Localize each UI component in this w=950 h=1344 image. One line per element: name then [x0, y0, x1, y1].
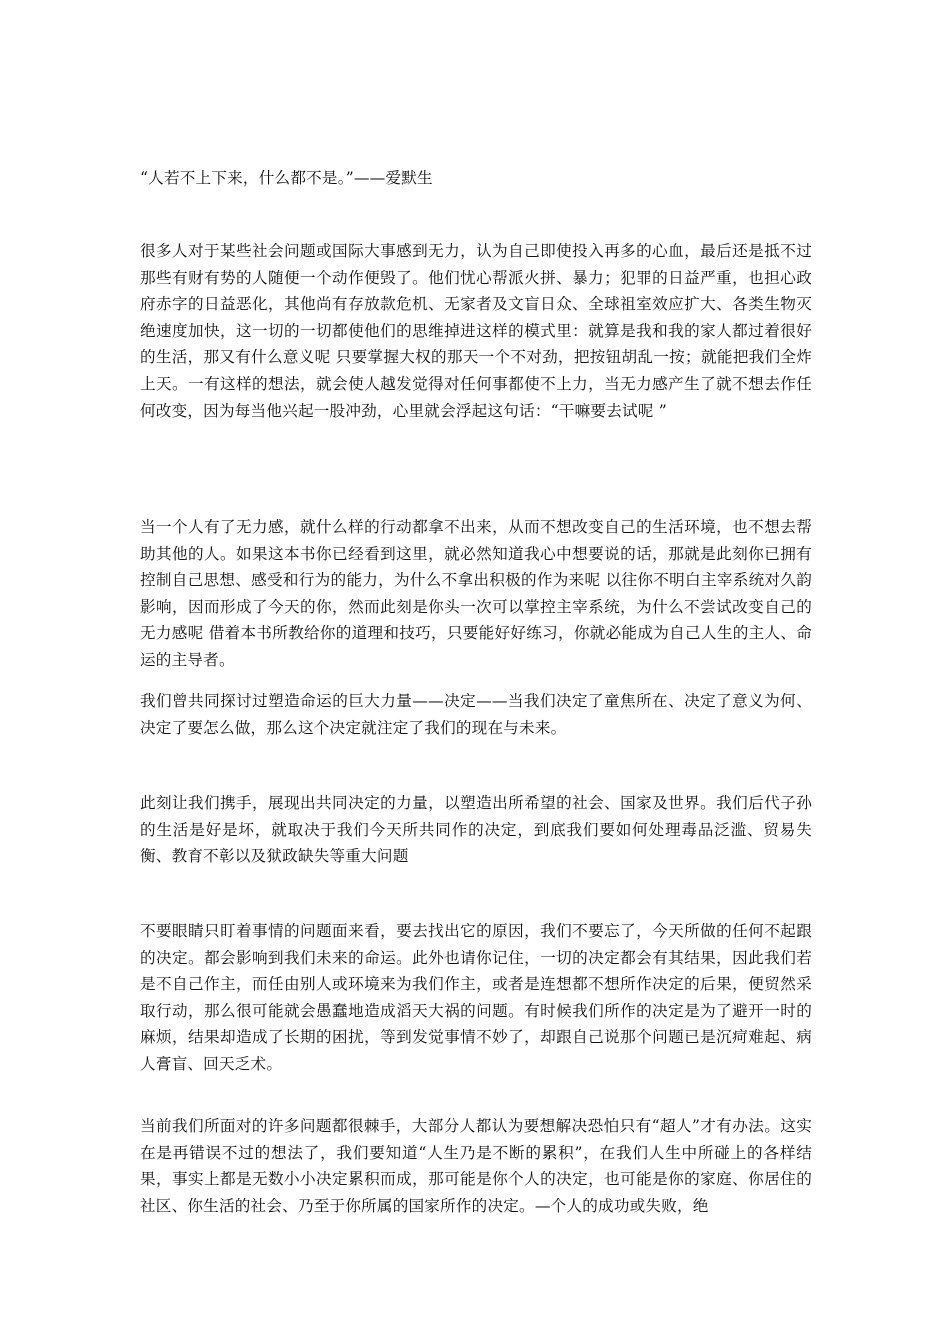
paragraph-1: 很多人对于某些社会问题或国际大事感到无力，认为自己即使投入再多的心血，最后还是抵不过那些有财有势的人随便一个动作便毁了。他们忧心帮派火拼、暴力；犯罪的日益严重，也担心政府赤字的日益恶化，其他尚有存放款危机、无家者及文盲日众、全球祖室效应扩大、各类生物灭绝速度加快，这一切的一切都使他们的思维掉进这样的模式里：就算是我和我的家人都过着很好的生活，那又有什么意义呢 只要掌握大权的那天一个不对劲，把按钮胡乱一按；就能把我们全炸上天。一有这样的想法，就会使人越发觉得对任何事都使不上力，当无力感产生了就不想去作任何改变，因为每当他兴起一股冲劲，心里就会浮起这句话：“干嘛要去试呢 ”: [140, 242, 812, 420]
paragraph-4: 此刻让我们携手，展现出共同决定的力量，以塑造出所希望的社会、国家及世界。我们后代子孙的生活是好是坏，就取决于我们今天所共同作的决定，到底我们要如何处理毒品泛滥、贸易失衡、教育不彰以及狱政缺失等重大问题: [140, 794, 812, 866]
paragraph-6: 当前我们所面对的许多问题都很棘手，大部分人都认为要想解决恐怕只有“超人”才有办法。这实在是再错误不过的想法了，我们要知道“人生乃是不断的累积”，在我们人生中所碰上的各样结果，事实上都是无数小小决定累积而成，那可能是你个人的决定，也可能是你的家庭、你居住的社区、你生活的社会、乃至于你所属的国家所作的决定。—个人的成功或失败，绝: [140, 1117, 812, 1215]
epigraph-quote: “人若不上下来，什么都不是。”——爱默生: [140, 169, 433, 187]
paragraph-2: 当一个人有了无力感，就什么样的行动都拿不出来，从而不想改变自己的生活环境，也不想去帮助其他的人。如果这本书你已经看到这里，就必然知道我心中想要说的话，那就是此刻你已拥有控制自己思想、感受和行为的能力，为什么不拿出积极的作为来呢 以往你不明白主宰系统对久韵影响，因而形成了今天的你，然而此刻是你头一次可以掌控主宰系统，为什么不尝试改变自己的无力感呢 借着本书所教给你的道理和技巧，只要能好好练习，你就必能成为自己人生的主人、命运的主导者。: [140, 518, 812, 669]
paragraph-3: 我们曾共同探讨过塑造命运的巨大力量——决定——当我们决定了童焦所在、决定了意义为何、决定了要怎么做，那么这个决定就注定了我们的现在与未来。: [140, 692, 812, 737]
paragraph-5: 不要眼睛只盯着事情的问题面来看，要去找出它的原因，我们不要忘了，今天所做的任何不起跟的决定。都会影响到我们未来的命运。此外也请你记住，一切的决定都会有其结果，因此我们若是不自己作主，而任由别人或环境来为我们作主，或者是连想都不想所作决定的后果，便贸然采取行动，那么很可能就会愚蠢地造成滔天大祸的问题。有时候我们所作的决定是为了避开一时的麻烦，结果却造成了长期的困扰，等到发觉事情不妙了，却跟自己说那个问题已是沉疴难起、病人膏盲、回天乏术。: [140, 922, 812, 1073]
